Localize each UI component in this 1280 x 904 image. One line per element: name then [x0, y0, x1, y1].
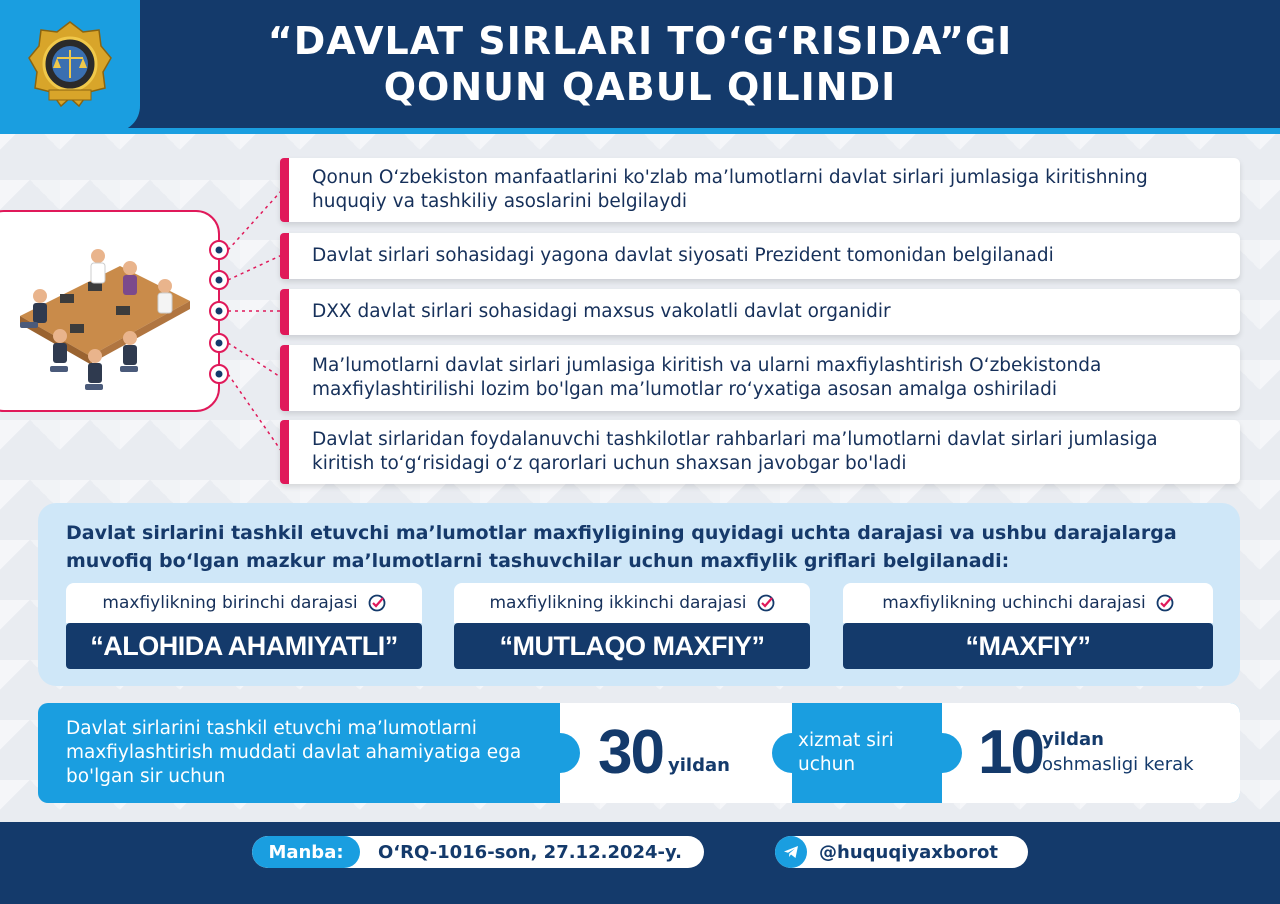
title-line-2: QONUN QABUL QILINDI [383, 65, 897, 109]
footer [0, 822, 1280, 904]
level-card [66, 583, 422, 669]
term-panel [38, 703, 1240, 803]
level-label-text: maxfiylikning birinchi darajasi [102, 593, 358, 613]
page-title [150, 18, 1130, 110]
term-box-1-shape [560, 703, 792, 803]
source-label: Manba: [252, 836, 360, 868]
term-unit-1: yildan [668, 755, 730, 776]
meeting-table-people-icon [0, 226, 200, 396]
term-description: Davlat sirlarini tashkil etuvchi ma’lumotlarni maxfiylashtirish muddati davlat ahamiyatiga ega bo'lgan sir uchun [66, 718, 522, 787]
term-note-2: oshmasligi kerak [1042, 754, 1194, 775]
fact-item [280, 345, 1240, 411]
level-label-text: maxfiylikning ikkinchi darajasi [489, 593, 747, 613]
fact-item [280, 420, 1240, 484]
fact-item [280, 233, 1240, 279]
term-unit-2: yildan [1042, 729, 1104, 750]
fact-text: Davlat sirlari sohasidagi yagona davlat siyosati Prezident tomonidan belgilanadi [312, 245, 1054, 266]
fact-text: Davlat sirlaridan foydalanuvchi tashkilotlar rahbarlari ma’lumotlarni davlat sirlari jumlasiga kiritish to‘g‘risidagi o‘z qarorlari uchun shaxsan javobgar bo'ladi [312, 429, 1158, 474]
level-grif: “MAXFIY” [843, 623, 1213, 669]
term-value-1: 30 [598, 718, 663, 787]
logo [0, 0, 140, 132]
level-label [454, 583, 810, 623]
illustration-card [0, 210, 220, 412]
fact-item [280, 158, 1240, 222]
fact-text: Qonun O‘zbekiston manfaatlarini ko'zlab ma’lumotlarni davlat sirlari jumlasiga kiritishning huquqiy va tashkiliy asoslarini belgilaydi [312, 167, 1148, 212]
secrecy-levels-panel [38, 503, 1240, 686]
level-label [66, 583, 422, 623]
title-line-1: “DAVLAT SIRLARI TO‘G‘RISIDA”GI [267, 19, 1013, 63]
level-grif: “MUTLAQO MAXFIY” [454, 623, 810, 669]
source-text: O‘RQ-1016-son, 27.12.2024-y. [378, 841, 682, 863]
term-value-2: 10 [978, 718, 1043, 787]
check-circle-icon [1156, 594, 1174, 612]
term-middle-text: xizmat siri uchun [798, 730, 894, 775]
telegram-link[interactable] [775, 836, 1028, 868]
fact-text: DXX davlat sirlari sohasidagi maxsus vakolatli davlat organidir [312, 301, 891, 322]
check-circle-icon [368, 594, 386, 612]
ministry-emblem-icon [27, 18, 113, 114]
level-label-text: maxfiylikning uchinchi darajasi [882, 593, 1146, 613]
level-grif: “ALOHIDA AHAMIYATLI” [66, 623, 422, 669]
header-stripe [0, 128, 1280, 134]
telegram-handle[interactable]: @huquqiyaxborot [819, 841, 998, 863]
fact-text: Ma’lumotlarni davlat sirlari jumlasiga kiritish va ularni maxfiylashtirish O‘zbekistonda maxfiylashtirilishi lozim bo'lgan ma’lumotlar ro‘yxatiga asosan amalga oshiriladi [312, 355, 1102, 400]
levels-intro: Davlat sirlarini tashkil etuvchi ma’lumotlar maxfiyligining quyidagi uchta darajasi va ushbu darajalarga muvofiq bo‘lgan mazkur ma’lumotlarni tashuvchilar uchun maxfiylik griflari belgilanadi: [66, 522, 1177, 572]
level-label [843, 583, 1213, 623]
fact-item [280, 289, 1240, 335]
level-card [454, 583, 810, 669]
telegram-icon [775, 836, 807, 868]
level-card [843, 583, 1213, 669]
check-circle-icon [757, 594, 775, 612]
source-pill [252, 836, 704, 868]
